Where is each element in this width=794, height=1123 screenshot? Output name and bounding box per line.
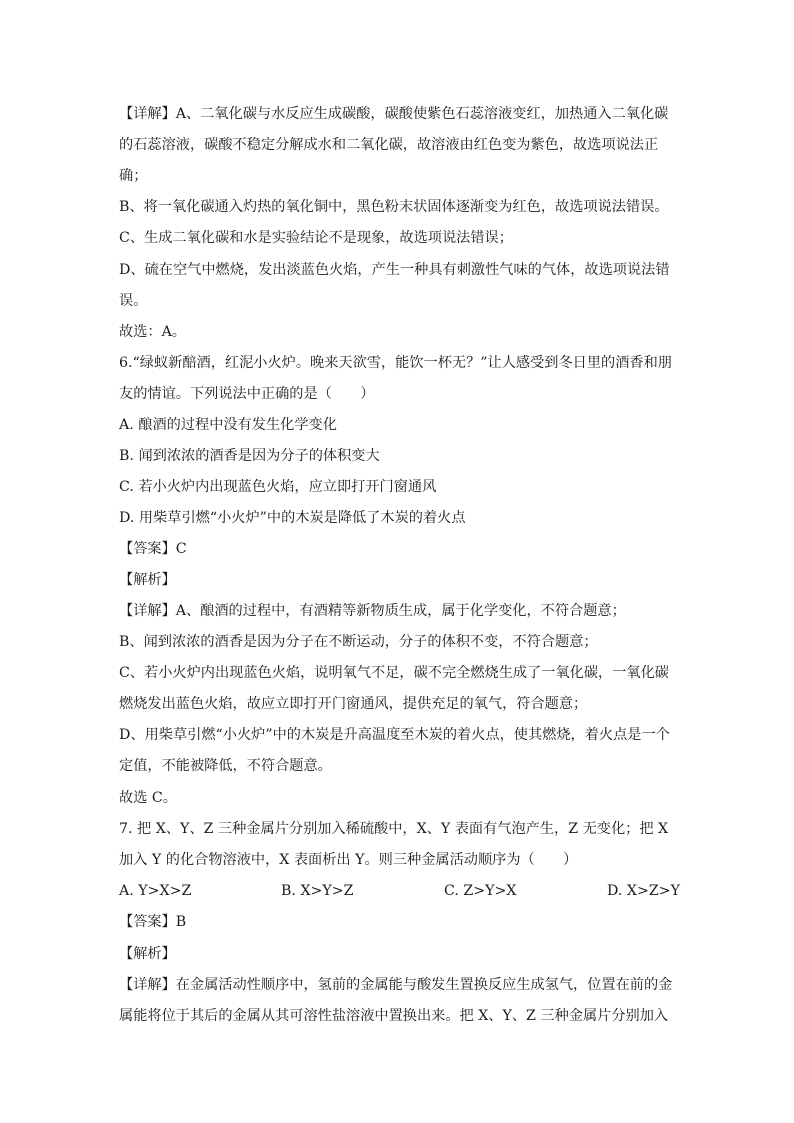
analysis-label: 【解析】: [119, 572, 176, 588]
text-line: 的石蕊溶液，碳酸不稳定分解成水和二氧化碳，故溶液由红色变为紫色，故选项说法正: [119, 137, 659, 153]
question-6-option-d: D. 用柴草引燃“小火炉”中的木炭是降低了木炭的着火点: [119, 510, 466, 526]
question-6-option-b: B. 闻到浓浓的酒香是因为分子的体积变大: [119, 448, 380, 464]
answer-label: 【答案】C: [119, 541, 187, 557]
question-7-option-d: D. X>Z>Y: [607, 883, 680, 899]
text-line: D、用柴草引燃“小火炉”中的木炭是升高温度至木炭的着火点，使其燃烧，着火点是一个: [119, 727, 670, 743]
text-line: D、硫在空气中燃烧，发出淡蓝色火焰，产生一种具有刺激性气味的气体，故选项说法错: [119, 262, 670, 278]
text-line: 【详解】在金属活动性顺序中，氢前的金属能与酸发生置换反应生成氢气，位置在前的金: [119, 977, 673, 993]
text-line: C、若小火炉内出现蓝色火焰，说明氧气不足，碳不完全燃烧生成了一氧化碳，一氧化碳: [119, 665, 669, 681]
question-7-option-b: B. X>Y>Z: [281, 883, 354, 899]
analysis-label: 【解析】: [119, 946, 176, 962]
question-6-option-c: C. 若小火炉内出现蓝色火焰，应立即打开门窗通风: [119, 479, 437, 495]
text-line: 【详解】A、酿酒的过程中，有酒精等新物质生成，属于化学变化，不符合题意；: [119, 603, 626, 619]
question-7-options: [119, 881, 679, 901]
text-line: 【详解】A、二氧化碳与水反应生成碳酸，碳酸使紫色石蕊溶液变红，加热通入二氧化碳: [119, 106, 669, 122]
question-7-option-c: C. Z>Y>X: [444, 883, 517, 899]
question-7-option-a: A. Y>X>Z: [119, 883, 192, 899]
text-line: B、将一氧化碳通入灼热的氧化铜中，黑色粉末状固体逐渐变为红色，故选项说法错误。: [119, 199, 669, 215]
text-line: 故选 C。: [119, 790, 177, 806]
text-line: 定值，不能被降低，不符合题意。: [119, 758, 332, 774]
text-line: 确；: [119, 168, 148, 184]
text-line: 属能将位于其后的金属从其可溶性盐溶液中置换出来。把 X、Y、Z 三种金属片分别加入: [119, 1008, 669, 1024]
text-line: C、生成二氧化碳和水是实验结论不是现象，故选项说法错误；: [119, 230, 513, 246]
answer-label: 【答案】B: [119, 914, 187, 930]
text-line: B、闻到浓浓的酒香是因为分子在不断运动，分子的体积不变，不符合题意；: [119, 634, 598, 650]
text-line: 燃烧发出蓝色火焰，故应立即打开门窗通风，提供充足的氧气，符合题意；: [119, 696, 588, 712]
question-7-stem: 7. 把 X、Y、Z 三种金属片分别加入稀硫酸中，X、Y 表面有气泡产生，Z 无变化；把 X: [119, 821, 669, 837]
question-6-stem: 友的情谊。下列说法中正确的是（ ）: [119, 386, 375, 402]
question-6-option-a: A. 酿酒的过程中没有发生化学变化: [119, 417, 337, 433]
text-line: 误。: [119, 293, 148, 309]
text-line: 故选：A。: [119, 324, 186, 340]
question-6-stem: 6.“绿蚁新醅酒，红泥小火炉。晚来天欲雪，能饮一杯无？”让人感受到冬日里的酒香和朋: [119, 355, 672, 371]
question-7-stem: 加入 Y 的化合物溶液中，X 表面析出 Y。则三种金属活动顺序为（ ）: [119, 852, 578, 868]
